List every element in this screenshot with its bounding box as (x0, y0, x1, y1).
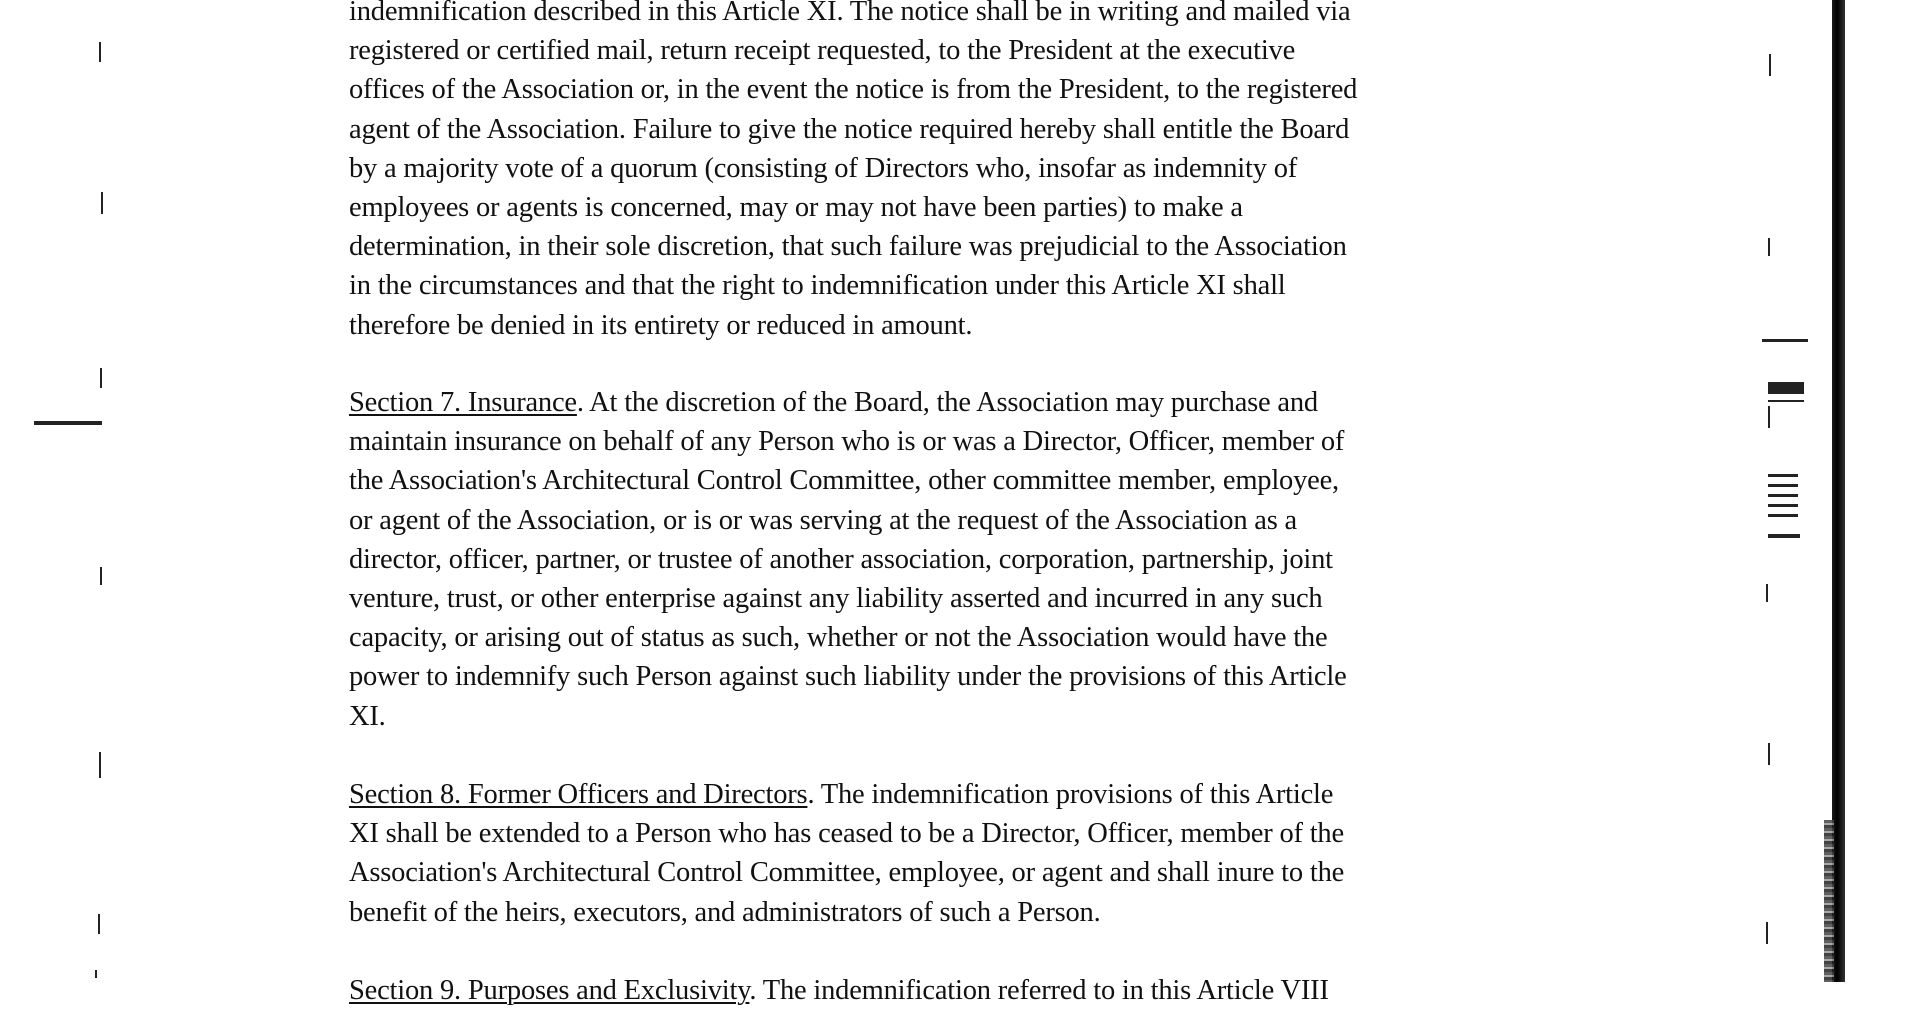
scan-artifact-mark (1768, 504, 1798, 507)
text-line: venture, trust, or other enterprise against any liability asserted and incurred in any such (349, 583, 1323, 615)
scan-artifact-mark (1768, 382, 1804, 394)
text-line: offices of the Association or, in the event the notice is from the President, to the registered (349, 74, 1358, 106)
scan-artifact-mark (101, 192, 103, 214)
text-line-rest: . At the discretion of the Board, the Association may purchase and (576, 387, 1318, 418)
text-line: Association's Architectural Control Committee, employee, or agent and shall inure to the (349, 857, 1345, 889)
scan-artifact-mark (1768, 534, 1800, 538)
scan-artifact-mark (1768, 514, 1798, 517)
text-line: indemnification described in this Article XI. The notice shall be in writing and mailed via (349, 0, 1351, 27)
section-8-former-officers (349, 775, 1539, 932)
text-line: agent of the Association. Failure to give the notice required hereby shall entitle the Board (349, 113, 1350, 145)
text-line: by a majority vote of a quorum (consisting of Directors who, insofar as indemnity of (349, 152, 1298, 184)
scan-artifact-mark (100, 368, 102, 388)
scan-artifact-mark (1768, 238, 1770, 256)
section-heading: Section 7. Insurance (349, 387, 577, 418)
text-line: registered or certified mail, return receipt requested, to the President at the executive (349, 35, 1296, 67)
scan-artifact-mark (95, 970, 97, 978)
text-line: director, officer, partner, or trustee of another association, corporation, partnership, joint (349, 543, 1333, 575)
section-first-line (349, 971, 1539, 1010)
text-line: maintain insurance on behalf of any Person who is or was a Director, Officer, member of (349, 426, 1345, 458)
scan-artifact-mark (99, 42, 101, 62)
text-line: power to indemnify such Person against such liability under the provisions of this Article (349, 661, 1347, 693)
text-line: in the circumstances and that the right to indemnification under this Article XI shall (349, 270, 1286, 302)
text-line: or agent of the Association, or is or was serving at the request of the Association as a (349, 504, 1298, 536)
paragraph-notice-continuation (349, 0, 1539, 345)
scan-artifact-mark (1768, 743, 1770, 765)
scan-artifact-mark (1769, 54, 1771, 76)
section-heading: Section 9. Purposes and Exclusivity (349, 975, 750, 1006)
scan-artifact-mark (34, 421, 102, 425)
scan-artifact-mark (1768, 484, 1798, 487)
text-line: employees or agents is concerned, may or may not have been parties) to make a (349, 192, 1243, 224)
scan-artifact-mark (1768, 400, 1804, 402)
section-first-line (349, 383, 1539, 422)
scan-artifact-mark (1768, 494, 1798, 497)
scan-artifact-mark (1766, 584, 1768, 602)
scan-edge-noise (1824, 820, 1834, 982)
text-line: XI. (349, 700, 386, 732)
scan-artifact-mark (1768, 474, 1798, 477)
text-line: benefit of the heirs, executors, and administrators of such a Person. (349, 896, 1101, 928)
text-line: determination, in their sole discretion, that such failure was prejudicial to the Association (349, 231, 1347, 263)
text-line: XI shall be extended to a Person who has ceased to be a Director, Officer, member of the (349, 818, 1344, 850)
section-7-insurance (349, 383, 1539, 736)
section-9-purposes (349, 971, 1539, 1010)
section-heading: Section 8. Former Officers and Directors (349, 779, 808, 810)
text-line: capacity, or arising out of status as such, whether or not the Association would have the (349, 622, 1328, 654)
scan-artifact-mark (1762, 339, 1808, 342)
text-line: therefore be denied in its entirety or reduced in amount. (349, 309, 973, 341)
scan-artifact-mark (98, 914, 100, 934)
section-first-line (349, 775, 1539, 814)
text-line: the Association's Architectural Control Committee, other committee member, employee, (349, 465, 1339, 497)
text-line-rest: . The indemnification referred to in this Article VIII (749, 975, 1329, 1006)
text-line-rest: . The indemnification provisions of this Article (807, 779, 1334, 810)
scan-artifact-mark (99, 752, 101, 778)
scan-artifact-mark (100, 567, 102, 585)
scan-artifact-mark (1766, 922, 1768, 944)
scan-artifact-mark (1768, 406, 1770, 428)
